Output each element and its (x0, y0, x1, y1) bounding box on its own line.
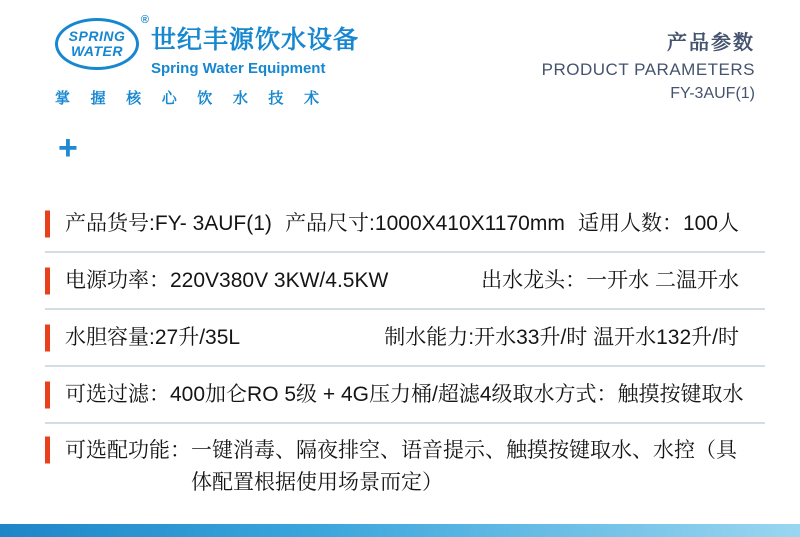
spec-value: FY- 3AUF(1) (154, 211, 272, 235)
brand-block (55, 14, 360, 108)
registered-trademark-icon: ® (140, 14, 149, 26)
plus-decoration-icon: + (58, 129, 78, 167)
spec-value: 220V380V 3KW/4.5KW (170, 268, 389, 292)
spec-cell (481, 265, 739, 297)
spec-row-optional-functions (45, 424, 765, 511)
spec-label: 产品尺寸: (285, 211, 375, 235)
logo-text-line2: WATER (70, 43, 123, 59)
spring-water-logo-icon (55, 18, 139, 70)
spec-value: 1000X410X1170mm (374, 211, 565, 235)
spec-cell (65, 435, 739, 499)
page-title: 产品参数 (667, 32, 755, 54)
spec-label: 取水方式： (512, 382, 618, 406)
spec-value: 一开水 二温开水 (586, 268, 739, 292)
spec-value: 一键消毒、隔夜排空、语音提示、触摸按键取水、水控（具体配置根据使用场景而定） (191, 439, 737, 494)
brand-tagline: 掌 握 核 心 饮 水 技 术 (55, 90, 319, 107)
footer-gradient-bar (0, 524, 800, 537)
spec-cell (578, 208, 739, 240)
spec-label: 产品货号: (65, 211, 155, 235)
spec-label: 水胆容量: (65, 325, 155, 349)
spec-value: 开水33升/时 温开水132升/时 (474, 325, 739, 349)
spec-cell (65, 208, 272, 240)
spec-row-product-code (45, 196, 765, 253)
spec-label: 制水能力: (384, 325, 475, 349)
spec-cell (384, 322, 739, 354)
spec-label: 适用人数： (577, 211, 683, 235)
page-title-block (542, 18, 755, 108)
spec-cell (285, 208, 565, 240)
spec-row-power (45, 253, 765, 310)
spec-label: 电源功率： (65, 268, 170, 292)
spec-value: 触摸按键取水 (617, 382, 744, 406)
spec-cell (65, 265, 388, 297)
page-subtitle: PRODUCT PARAMETERS (541, 60, 755, 79)
spec-cell (513, 379, 744, 411)
spec-value: 27升/35L (154, 325, 241, 349)
spec-cell (65, 379, 513, 411)
spec-value: 400加仑RO 5级 + 4G压力桶/超滤4级 (170, 382, 513, 406)
header (0, 0, 800, 108)
brand-name-en: Spring Water Equipment (151, 60, 326, 77)
brand-name-cn: 世纪丰源饮水设备 (151, 26, 360, 54)
brand-logo (55, 14, 151, 70)
spec-row-filtration (45, 367, 765, 424)
spec-label: 可选配功能： (65, 439, 191, 462)
logo-text-line1: SPRING (68, 28, 126, 44)
spec-value: 100人 (682, 211, 739, 235)
spec-label: 可选过滤： (65, 382, 170, 406)
product-model: FY-3AUF(1) (670, 85, 755, 102)
spec-label: 出水龙头： (481, 268, 587, 292)
spec-table (45, 196, 765, 511)
spec-row-tank-capacity (45, 310, 765, 367)
spec-cell (65, 322, 240, 354)
